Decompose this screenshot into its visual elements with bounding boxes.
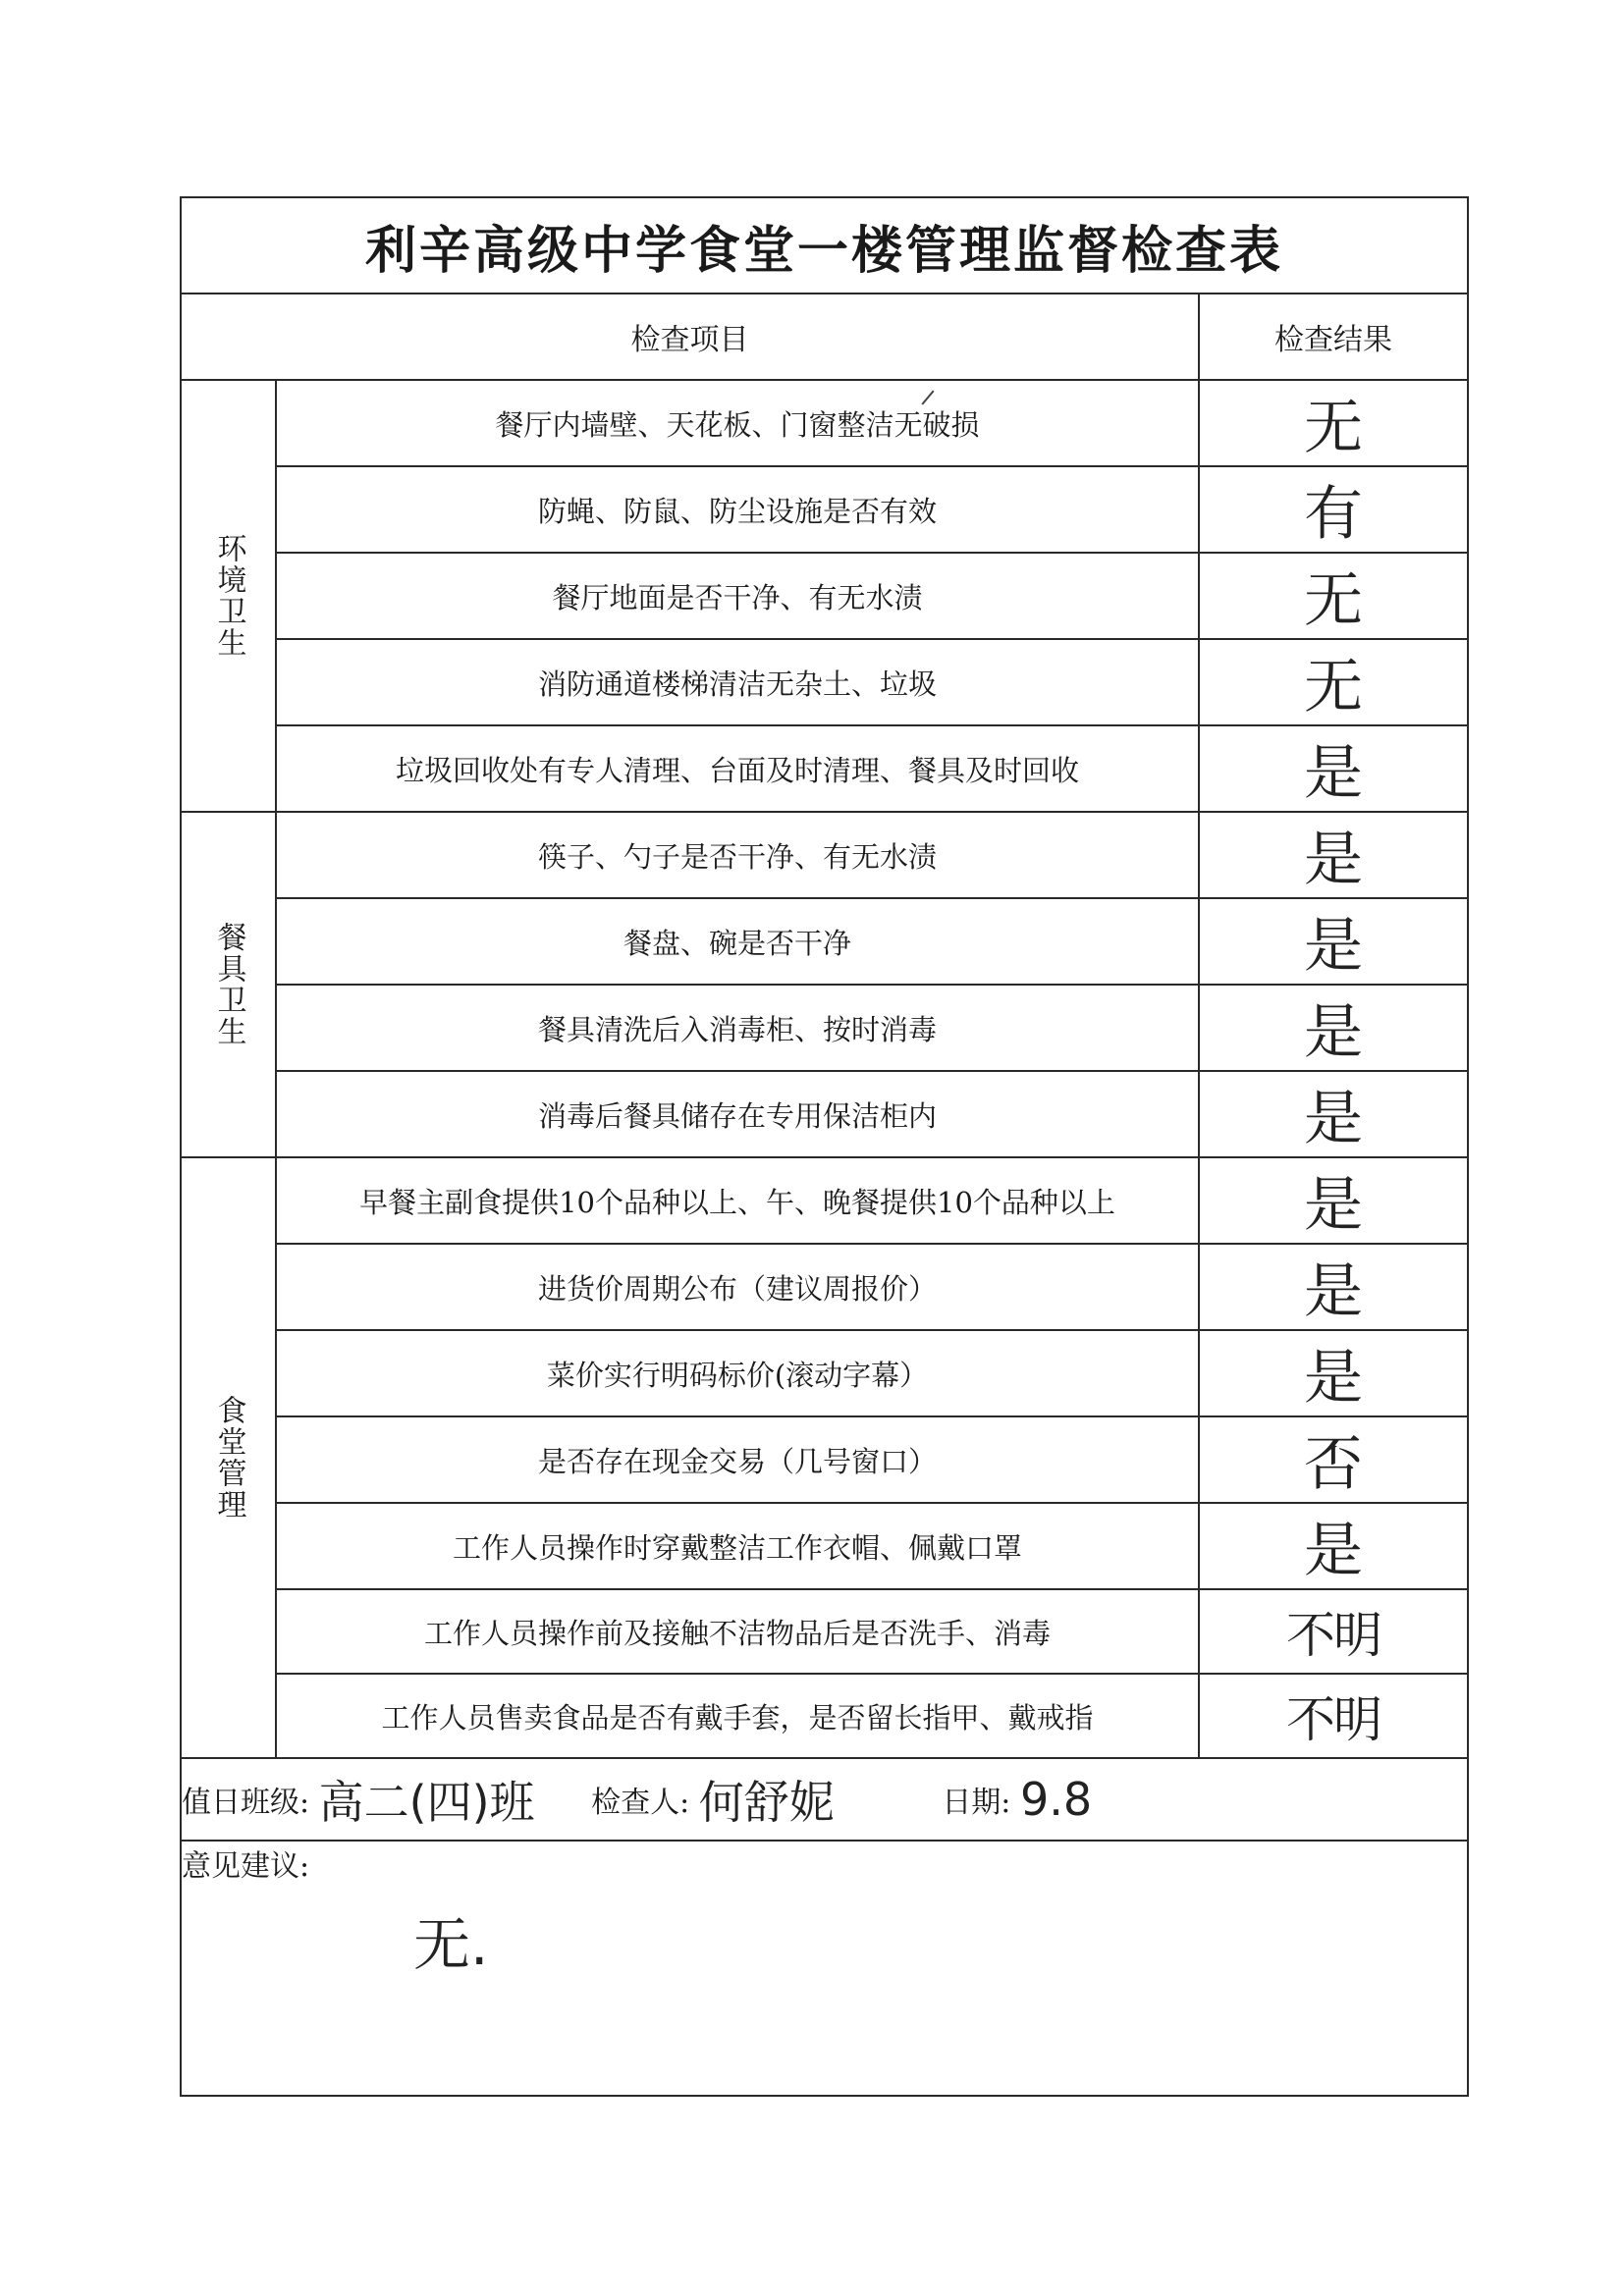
check-item: 餐具清洗后入消毒柜、按时消毒 [276,985,1199,1071]
date-value: 9.8 [1019,1773,1093,1826]
table-row [181,1071,1468,1157]
table-row [181,898,1468,985]
opinion-value: 无. [413,1911,489,1978]
opinion-label: 意见建议: [182,1849,310,1884]
group-label-environment: 环境卫生 [181,380,276,812]
check-item: 菜价实行明码标价(滚动字幕） [276,1330,1199,1416]
inspector-label: 检查人: [591,1786,690,1820]
table-row [181,639,1468,725]
table-row [181,1674,1468,1758]
table-row [181,1503,1468,1589]
date-label: 日期: [942,1786,1011,1820]
check-result: 是 [1199,812,1468,898]
header-check-item: 检查项目 [181,294,1199,380]
table-row [181,553,1468,639]
check-item: 工作人员售卖食品是否有戴手套，是否留长指甲、戴戒指 [276,1674,1199,1758]
check-result: 是 [1199,1330,1468,1416]
check-item: 消毒后餐具储存在专用保洁柜内 [276,1071,1199,1157]
table-row [181,466,1468,553]
check-item: 进货价周期公布（建议周报价） [276,1244,1199,1330]
table-row [181,380,1468,466]
table-row [181,725,1468,812]
check-result: 无 [1199,380,1468,466]
check-result: 是 [1199,1157,1468,1244]
duty-class-value: 高二(四)班 [318,1776,535,1829]
form-title: 利辛高级中学食堂一楼管理监督检查表 [181,197,1468,294]
check-result: 无 [1199,639,1468,725]
check-result: 无 [1199,553,1468,639]
table-row [181,985,1468,1071]
check-item: 工作人员操作前及接触不洁物品后是否洗手、消毒 [276,1589,1199,1674]
check-result: 是 [1199,1503,1468,1589]
check-item: 垃圾回收处有专人清理、台面及时清理、餐具及时回收 [276,725,1199,812]
check-result: 不明 [1199,1674,1468,1758]
table-row [181,1244,1468,1330]
duty-class-label: 值日班级: [182,1786,310,1820]
check-result: 不明 [1199,1589,1468,1674]
check-item: 早餐主副食提供10个品种以上、午、晚餐提供10个品种以上 [276,1157,1199,1244]
check-item: 防蝇、防鼠、防尘设施是否有效 [276,466,1199,553]
opinion-section [181,1841,1468,2096]
group-label-canteen-management: 食堂管理 [181,1157,276,1758]
table-row [181,1589,1468,1674]
check-result: 否 [1199,1416,1468,1503]
group-label-tableware: 餐具卫生 [181,812,276,1157]
table-row [181,1330,1468,1416]
check-item: 筷子、勺子是否干净、有无水渍 [276,812,1199,898]
check-item: 餐厅内墙壁、天花板、门窗整洁无破损 [276,380,1199,466]
inspection-form-table [180,196,1469,2097]
check-result: 是 [1199,898,1468,985]
header-check-result: 检查结果 [1199,294,1468,380]
check-result: 是 [1199,1071,1468,1157]
check-item: 工作人员操作时穿戴整洁工作衣帽、佩戴口罩 [276,1503,1199,1589]
check-result: 有 [1199,466,1468,553]
table-row [181,812,1468,898]
check-item: 餐盘、碗是否干净 [276,898,1199,985]
check-result: 是 [1199,985,1468,1071]
check-result: 是 [1199,725,1468,812]
table-row [181,1157,1468,1244]
duty-info-row [181,1758,1468,1841]
check-item: 消防通道楼梯清洁无杂土、垃圾 [276,639,1199,725]
inspector-value: 何舒妮 [698,1776,835,1829]
check-item: 餐厅地面是否干净、有无水渍 [276,553,1199,639]
check-result: 是 [1199,1244,1468,1330]
table-row [181,1416,1468,1503]
check-item: 是否存在现金交易（几号窗口） [276,1416,1199,1503]
